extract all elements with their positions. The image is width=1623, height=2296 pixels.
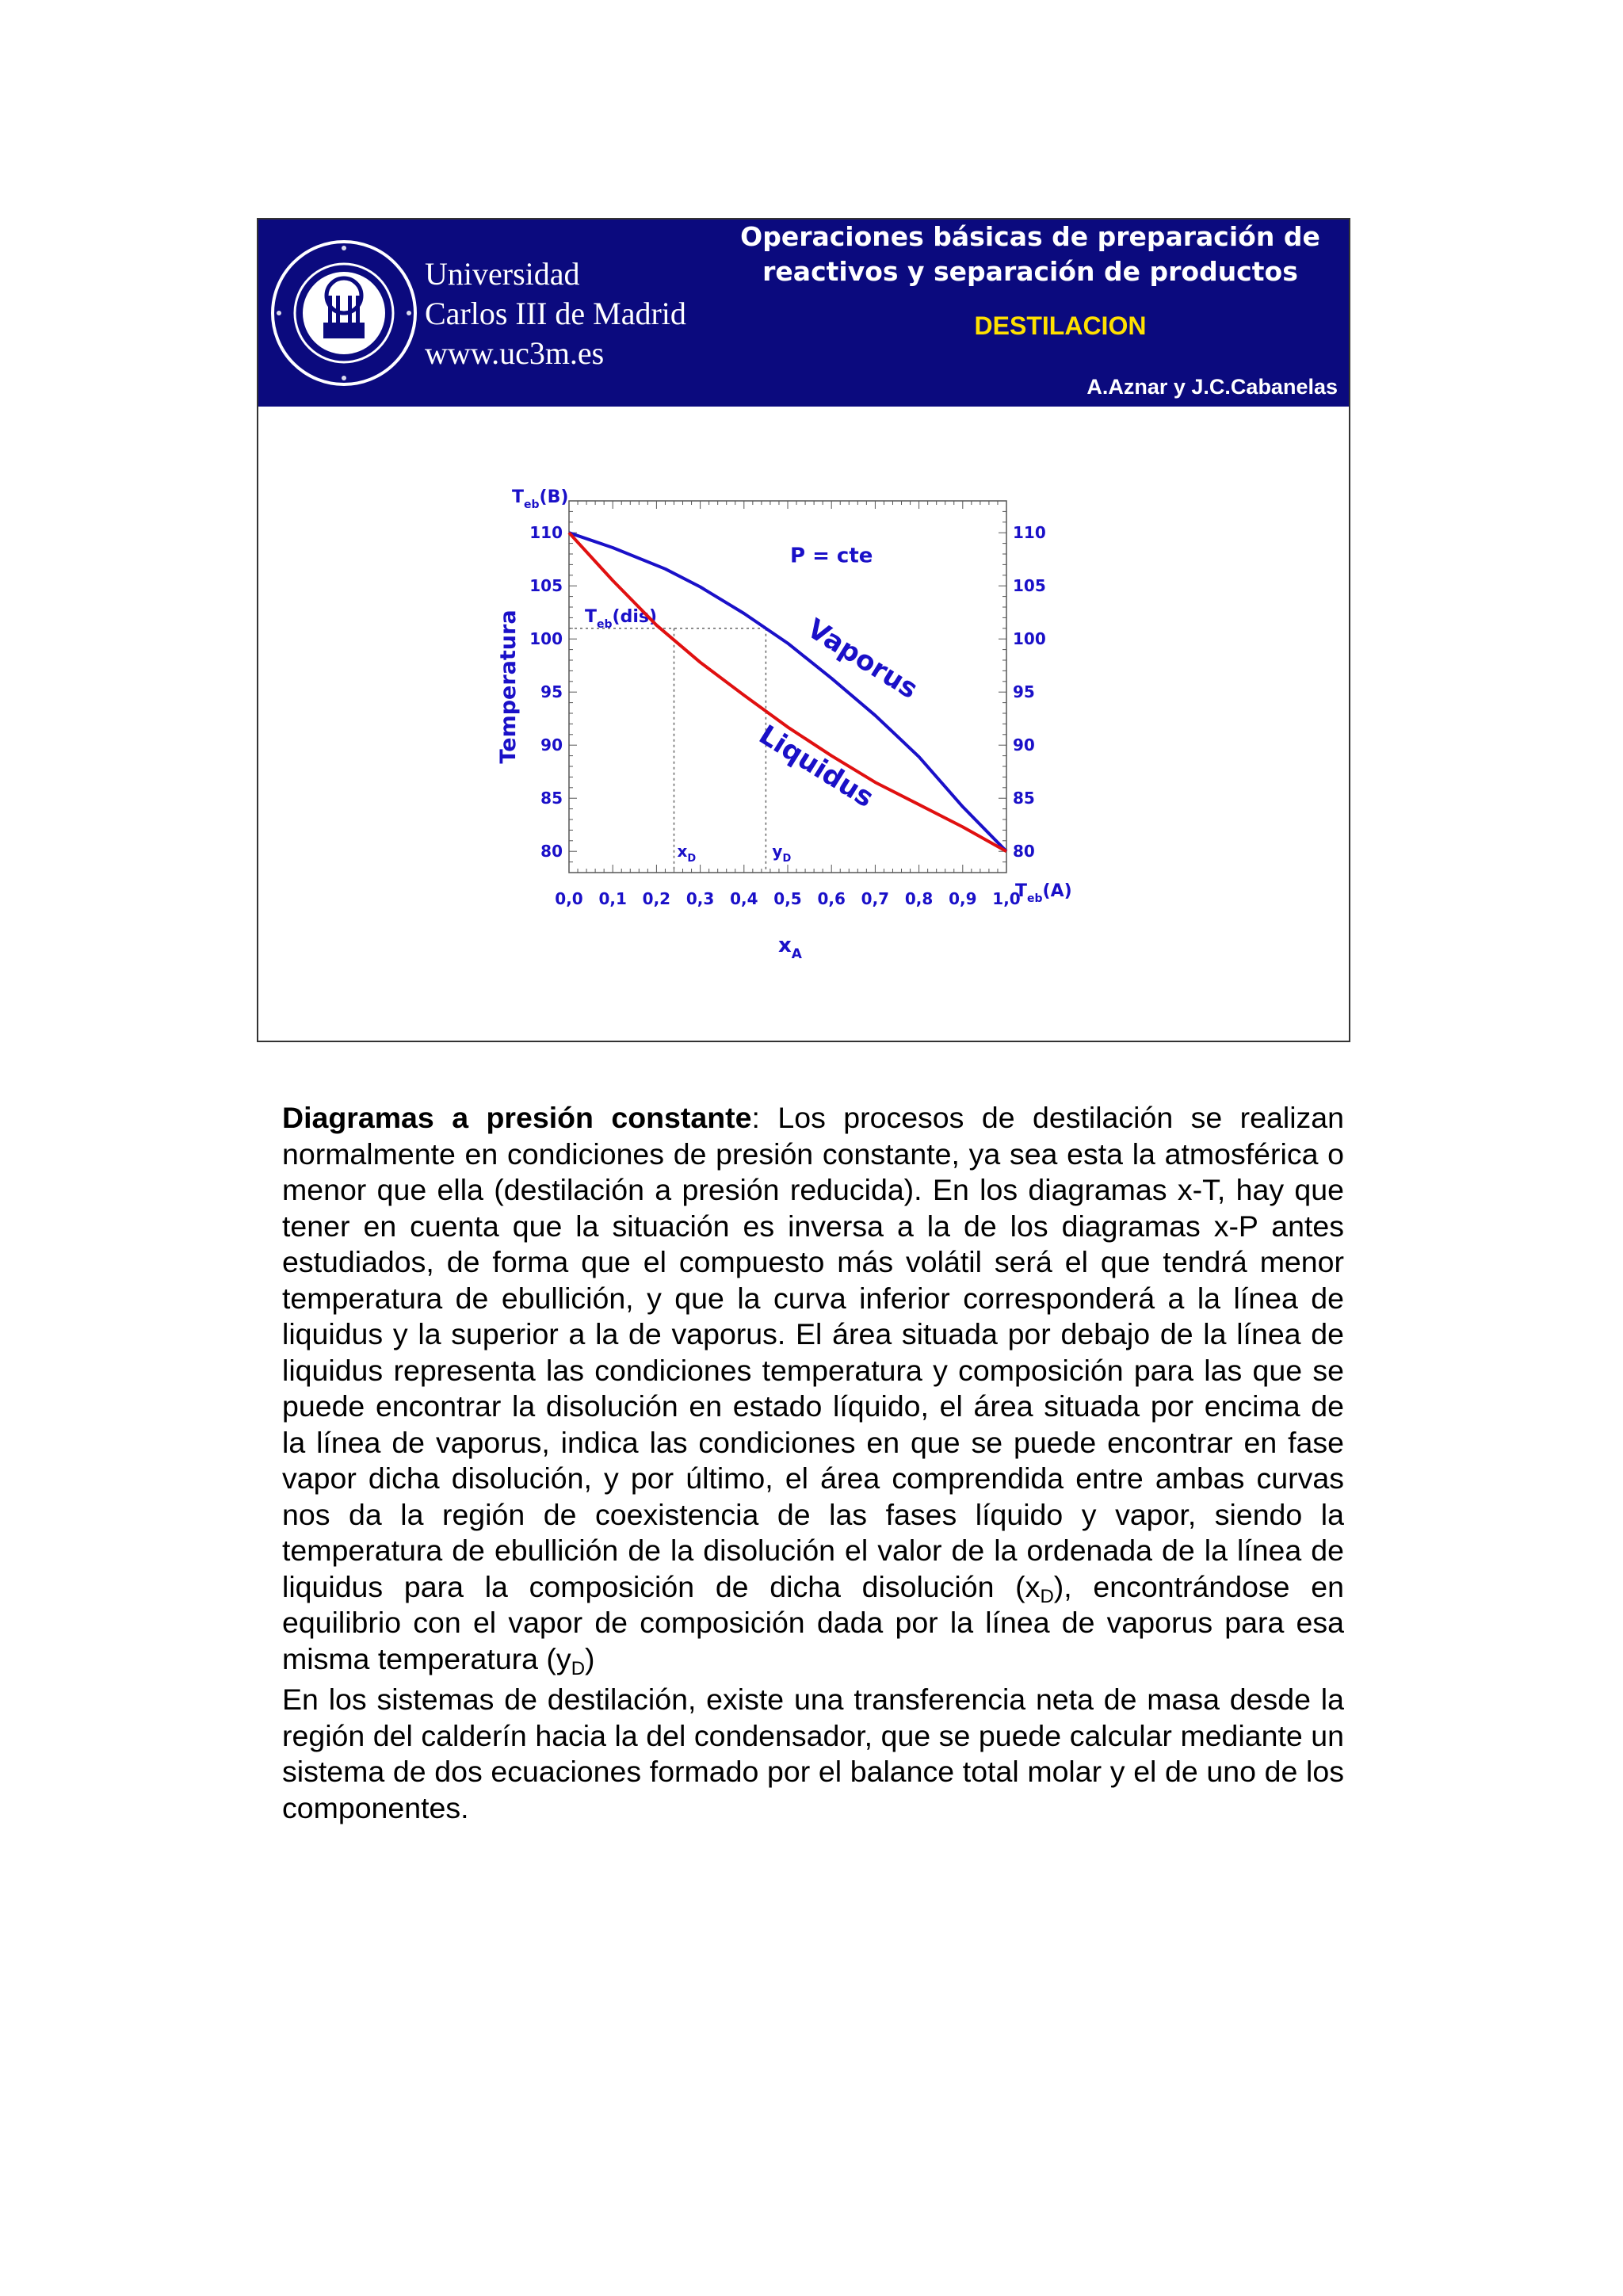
x-tick-label: 0,6 <box>817 889 846 908</box>
paragraph-1-text-b: ), encontrándose en equilibrio con el vapor de composición dada por la línea de vaporus para esa misma temperatura (y <box>282 1569 1344 1675</box>
y-tick-label-left: 100 <box>529 629 563 649</box>
teb-a-label: $T_{eb}(A)$ <box>1015 881 1072 905</box>
paragraph-1-sub-yd: D <box>571 1657 586 1679</box>
slide-topic: DESTILACION <box>974 311 1147 340</box>
x-tick-label: 0,2 <box>642 889 671 908</box>
y-tick-label-right: 90 <box>1013 735 1035 755</box>
slide <box>257 218 1350 1042</box>
vaporus-label: Vaporus <box>801 613 924 705</box>
body-text <box>282 1100 1344 1831</box>
slide-title-line1: Operaciones básicas de preparación de <box>740 221 1320 252</box>
x-tick-label: 1,0 <box>992 889 1021 908</box>
x-tick-label: 0,1 <box>598 889 627 908</box>
paragraph-1-text-a: : Los procesos de destilación se realizan normalmente en condiciones de presión constante, ya sea esta la atmosférica o menor que ella (destilación a presión reducida). En los diagramas x-T, hay que tener en cuenta que la situación es inversa a la de los diagramas x-P antes estudiados, de forma que el compuesto más volátil será el que tendrá menor temperatura de ebullición, y que la curva inferior corresponderá a la línea de liquidus y la superior a la de vaporus. El área situada por debajo de la línea de liquidus representa las condiciones temperatura y composición para las que se puede encontrar la disolución en estado líquido, el área situada por encima de la línea de vaporus, indica las condiciones en que se puede encontrar en fase vapor dicha disolución, y por último, el área comprendida entre ambas curvas nos da la región de coexistencia de las fases líquido y vapor, siendo la temperatura de ebullición de la disolución el valor de la ordenada de la línea de liquidus para la composición de dicha disolución (x <box>282 1101 1344 1603</box>
y-tick-label-right: 95 <box>1013 682 1035 702</box>
y-axis-label: Temperatura <box>496 609 521 764</box>
university-url: www.uc3m.es <box>425 335 605 371</box>
x-tick-label: 0,3 <box>685 889 715 908</box>
x-tick-label: 0,9 <box>949 889 977 908</box>
series-line-liquidus <box>569 533 1006 851</box>
liquidus-label: Liquidus <box>753 719 880 815</box>
x-tick-label: 0,4 <box>730 889 758 908</box>
x-tick-label: 0,0 <box>555 889 583 908</box>
y-tick-label-left: 110 <box>529 523 563 543</box>
y-tick-label-right: 80 <box>1013 842 1035 861</box>
tdis-label: $T_{eb}(dis)$ <box>585 606 658 631</box>
pressure-annotation: P = cte <box>789 544 873 568</box>
paragraph-2: En los sistemas de destilación, existe una transferencia neta de masa desde la región del calderín hacia la del condensador, que se puede calcular mediante un sistema de dos ecuaciones formado por el balance total molar y el de uno de los componentes. <box>282 1683 1344 1824</box>
x-tick-label: 0,8 <box>904 889 934 908</box>
y-tick-label-left: 95 <box>540 682 563 702</box>
xd-label: $x_D$ <box>677 842 697 865</box>
series-line-vaporus <box>569 533 1006 851</box>
y-tick-label-right: 110 <box>1013 523 1046 543</box>
phase-diagram-chart <box>258 220 1349 1041</box>
x-tick-label: 0,5 <box>773 889 802 908</box>
x-axis-label: $x_A$ <box>778 934 802 962</box>
yd-label: $y_D$ <box>772 842 792 865</box>
y-tick-label-right: 105 <box>1013 576 1046 596</box>
x-tick-label: 0,7 <box>861 889 890 908</box>
slide-title-line2: reactivos y separación de productos <box>762 256 1298 287</box>
paragraph-1-sub-xd: D <box>1040 1585 1054 1607</box>
university-line2: Carlos III de Madrid <box>425 296 686 331</box>
y-tick-label-left: 80 <box>540 842 563 861</box>
y-tick-label-right: 100 <box>1013 629 1046 649</box>
university-line1: Universidad <box>425 256 580 292</box>
teb-b-label: $T_{eb}(B)$ <box>512 487 569 511</box>
paragraph-1-heading: Diagramas a presión constante <box>282 1101 752 1134</box>
y-tick-label-left: 90 <box>540 735 563 755</box>
paragraph-1-text-c: ) <box>585 1641 595 1675</box>
slide-authors: A.Aznar y J.C.Cabanelas <box>1086 375 1338 399</box>
y-tick-label-right: 85 <box>1013 789 1035 808</box>
y-tick-label-left: 105 <box>529 576 563 596</box>
y-tick-label-left: 85 <box>540 789 563 808</box>
paragraph-1 <box>282 1100 1344 1677</box>
